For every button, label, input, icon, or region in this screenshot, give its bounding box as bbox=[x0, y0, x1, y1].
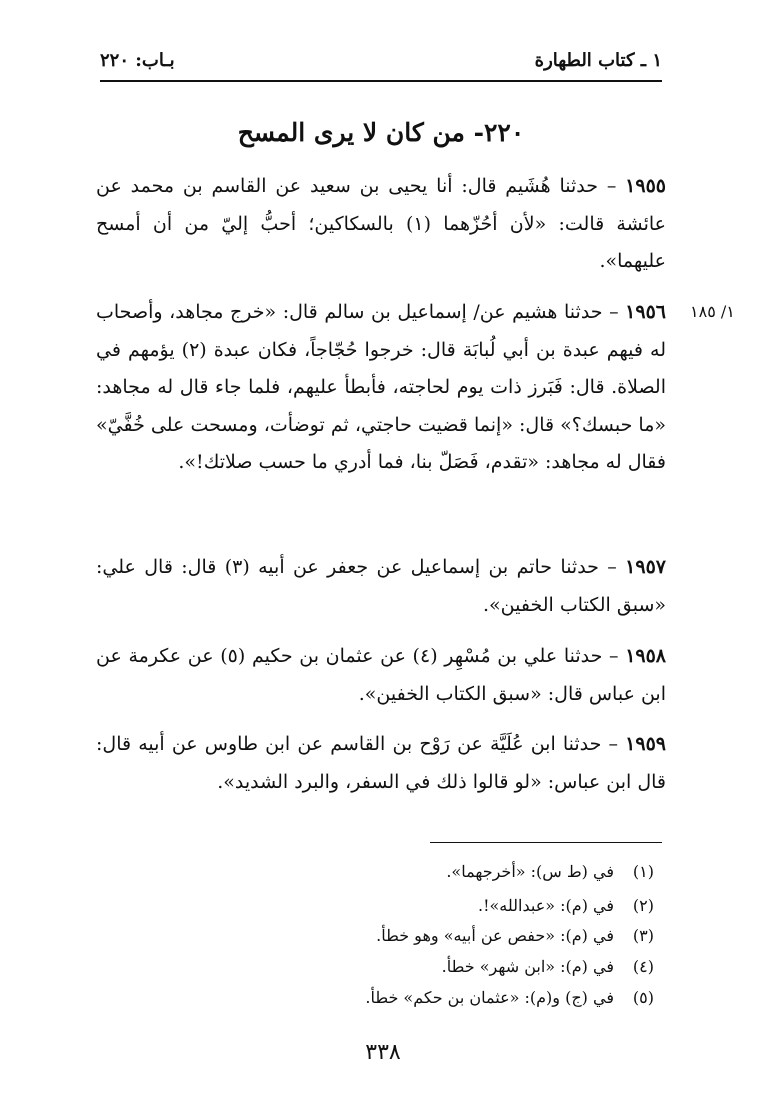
hadith-text: – حدثنا حاتم بن إسماعيل عن جعفر عن أبيه (٣) قال: قال علي: «سبق الكتاب الخفين». bbox=[96, 556, 666, 616]
hadith-number: ١٩٥٧ bbox=[625, 556, 666, 578]
hadith-text: – حدثنا علي بن مُسْهِر (٤) عن عثمان بن حكيم (٥) عن عكرمة عن ابن عباس قال: «سبق الكتاب الخفين». bbox=[96, 645, 666, 705]
footnote-number: (٥) bbox=[632, 988, 654, 1007]
footnote-text: في (م): «حفص عن أبيه» وهو خطأ. bbox=[376, 926, 614, 945]
hadith-number: ١٩٥٦ bbox=[625, 301, 666, 323]
book-title: ١ ـ كتاب الطهارة bbox=[534, 50, 662, 71]
page-number: ٣٣٨ bbox=[365, 1040, 401, 1065]
hadith-paragraph bbox=[96, 168, 666, 281]
footnote-number: (٢) bbox=[632, 896, 654, 915]
footnote bbox=[134, 896, 654, 916]
chapter-reference: بـاب: ٢٢٠ bbox=[100, 50, 175, 71]
hadith-number: ١٩٥٩ bbox=[625, 733, 666, 755]
hadith-number: ١٩٥٨ bbox=[625, 645, 667, 667]
footnote bbox=[134, 957, 654, 977]
hadith-paragraph bbox=[96, 549, 666, 624]
hadith-text: – حدثنا ابن عُلَيَّة عن رَوْح بن القاسم عن ابن طاوس عن أبيه قال: قال ابن عباس: «لو قالوا ذلك في السفر، والبرد الشديد». bbox=[96, 733, 666, 793]
hadith-text: – حدثنا هُشَيم قال: أنا يحيى بن سعيد عن القاسم بن محمد عن عائشة قالت: «لأن أحُزّهما (١) بالسكاكين؛ أحبُّ إليّ من أن أمسح عليهما». bbox=[96, 175, 666, 272]
footnote-text: في (ج) و(م): «عثمان بن حكم» خطأ. bbox=[365, 988, 614, 1007]
hadith-paragraph bbox=[96, 294, 666, 482]
margin-page-reference: ١/ ١٨٥ bbox=[690, 302, 735, 321]
footnote-number: (٣) bbox=[632, 926, 654, 945]
footnote-text: في (م): «ابن شهر» خطأ. bbox=[441, 957, 614, 976]
footnote-number: (٤) bbox=[632, 957, 654, 976]
footnote-text: في (م): «عبدالله»!. bbox=[478, 896, 614, 915]
running-header bbox=[100, 44, 662, 82]
hadith-paragraph bbox=[96, 638, 666, 713]
hadith-paragraph bbox=[96, 726, 666, 801]
footnote-number: (١) bbox=[632, 862, 654, 881]
chapter-title: ٢٢٠- من كان لا يرى المسح bbox=[237, 118, 525, 147]
footnote bbox=[134, 988, 654, 1008]
hadith-number: ١٩٥٥ bbox=[625, 175, 666, 197]
footnote bbox=[134, 926, 654, 946]
footnote-text: في (ط س): «أخرجهما». bbox=[446, 862, 614, 881]
footnote bbox=[134, 862, 654, 882]
hadith-text: – حدثنا هشيم عن/ إسماعيل بن سالم قال: «خرج مجاهد، وأصحاب له فيهم عبدة بن أبي لُبابَة قال: خرجوا حُجّاجاً، فكان عبدة (٢) يؤمهم في الصلاة. قال: فَبَرز ذات يوم لحاجته، فأبطأ عليهم، فلما جاء قال له مجاهد: «ما حبسك؟» قال: «إنما قضيت حاجتي، ثم توضأت، ومسحت على خُفَّيّ» فقال له مجاهد: «تقدم، فَصَلّ بنا، فما أدري ما حسب صلاتك!». bbox=[96, 301, 666, 473]
footnote-separator bbox=[430, 842, 662, 843]
